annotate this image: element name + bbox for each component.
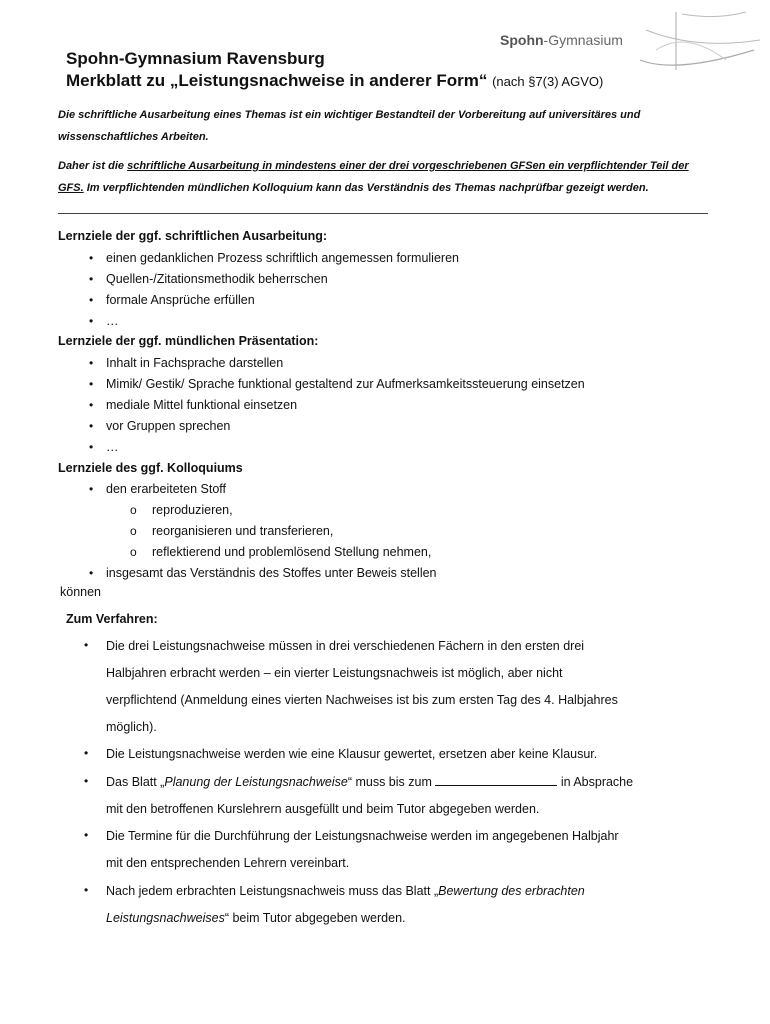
section-title-oral: Lernziele der ggf. mündlichen Präsentation: bbox=[58, 334, 319, 348]
procedure-item-3: Das Blatt „Planung der Leistungsnachweise“ muss bis zum in Absprache mit den betroffenen Kurslehrern ausgefüllt und beim Tutor abgegeben werden. bbox=[106, 775, 634, 816]
list-item: … bbox=[106, 440, 119, 454]
sub-bullet: o bbox=[130, 545, 137, 559]
bullet: • bbox=[89, 272, 94, 286]
section-title-colloquium: Lernziele des ggf. Kolloquiums bbox=[58, 461, 243, 475]
list-item: formale Ansprüche erfüllen bbox=[106, 293, 255, 307]
list-item: den erarbeiteten Stoff bbox=[106, 482, 226, 496]
list-item: Mimik/ Gestik/ Sprache funktional gestaltend zur Aufmerksamkeitssteuerung einsetzen bbox=[106, 377, 585, 391]
sub-bullet: o bbox=[130, 524, 137, 538]
intro-paragraph-1: Die schriftliche Ausarbeitung eines Themas ist ein wichtiger Bestandteil der Vorbereitung auf universitäres und wissenschaftliches Arbeiten. bbox=[58, 109, 641, 143]
list-item: Inhalt in Fachsprache darstellen bbox=[106, 356, 284, 370]
list-item: einen gedanklichen Prozess schriftlich angemessen formulieren bbox=[106, 251, 459, 265]
section-title-written: Lernziele der ggf. schriftlichen Ausarbeitung: bbox=[58, 229, 328, 243]
school-logo bbox=[496, 10, 766, 74]
list-item: … bbox=[106, 314, 119, 328]
bullet: • bbox=[89, 377, 94, 391]
sub-list-item: reflektierend und problemlösend Stellung nehmen, bbox=[152, 545, 432, 559]
bullet: • bbox=[89, 482, 94, 496]
procedure-item-1: Die drei Leistungsnachweise müssen in drei verschiedenen Fächern in den ersten drei Halbjahren erbracht werden – ein vierter Leistungsnachweis ist möglich, aber nicht verpflichtend (Anmeldung eines vierten Nachweises ist bis zum ersten Tag des 4. Halbjahres möglich). bbox=[106, 639, 618, 734]
bullet: • bbox=[89, 314, 94, 328]
bullet: • bbox=[84, 828, 89, 842]
list-item: vor Gruppen sprechen bbox=[106, 419, 231, 433]
bullet: • bbox=[84, 883, 89, 897]
logo-text: Spohn-Gymnasium bbox=[500, 32, 623, 48]
list-item: mediale Mittel funktional einsetzen bbox=[106, 398, 298, 412]
procedure-item-5: Nach jedem erbrachten Leistungsnachweis muss das Blatt „Bewertung des erbrachten Leistungsnachweises“ beim Tutor abgegeben werden. bbox=[106, 884, 585, 925]
logo-graphic bbox=[636, 10, 764, 72]
sub-bullet: o bbox=[130, 503, 137, 517]
bullet: • bbox=[89, 293, 94, 307]
bullet: • bbox=[89, 566, 94, 580]
sub-list-item: reproduzieren, bbox=[152, 503, 233, 517]
list-item-continuation: können bbox=[60, 585, 102, 599]
bullet: • bbox=[89, 251, 94, 265]
section-title-procedure: Zum Verfahren: bbox=[66, 612, 158, 626]
sub-list-item: reorganisieren und transferieren, bbox=[152, 524, 334, 538]
bullet: • bbox=[89, 398, 94, 412]
school-name: Spohn-Gymnasium Ravensburg bbox=[66, 49, 325, 68]
bullet: • bbox=[84, 746, 89, 760]
bullet: • bbox=[89, 419, 94, 433]
list-item: insgesamt das Verständnis des Stoffes unter Beweis stellen bbox=[106, 566, 437, 580]
bullet: • bbox=[84, 638, 89, 652]
list-item: Quellen-/Zitationsmethodik beherrschen bbox=[106, 272, 328, 286]
page-title: Merkblatt zu „Leistungsnachweise in anderer Form“ (nach §7(3) AGVO) bbox=[66, 71, 604, 90]
procedure-item-4: Die Termine für die Durchführung der Leistungsnachweise werden im angegebenen Halbjahr mit den entsprechenden Lehrern vereinbart. bbox=[106, 829, 619, 870]
procedure-item-2: Die Leistungsnachweise werden wie eine Klausur gewertet, ersetzen aber keine Klausur. bbox=[106, 747, 598, 761]
bullet: • bbox=[89, 440, 94, 454]
date-blank bbox=[435, 775, 557, 786]
divider bbox=[58, 213, 708, 214]
bullet: • bbox=[89, 356, 94, 370]
bullet: • bbox=[84, 774, 89, 788]
title-note: (nach §7(3) AGVO) bbox=[492, 74, 604, 89]
intro-paragraph-2: Daher ist die schriftliche Ausarbeitung in mindestens einer der drei vorgeschriebenen GFSen ein verpflichtender Teil der GFS. Im verpflichtenden mündlichen Kolloquium kann das Verständnis des Themas nachprüfbar gezeigt werden. bbox=[58, 160, 689, 194]
